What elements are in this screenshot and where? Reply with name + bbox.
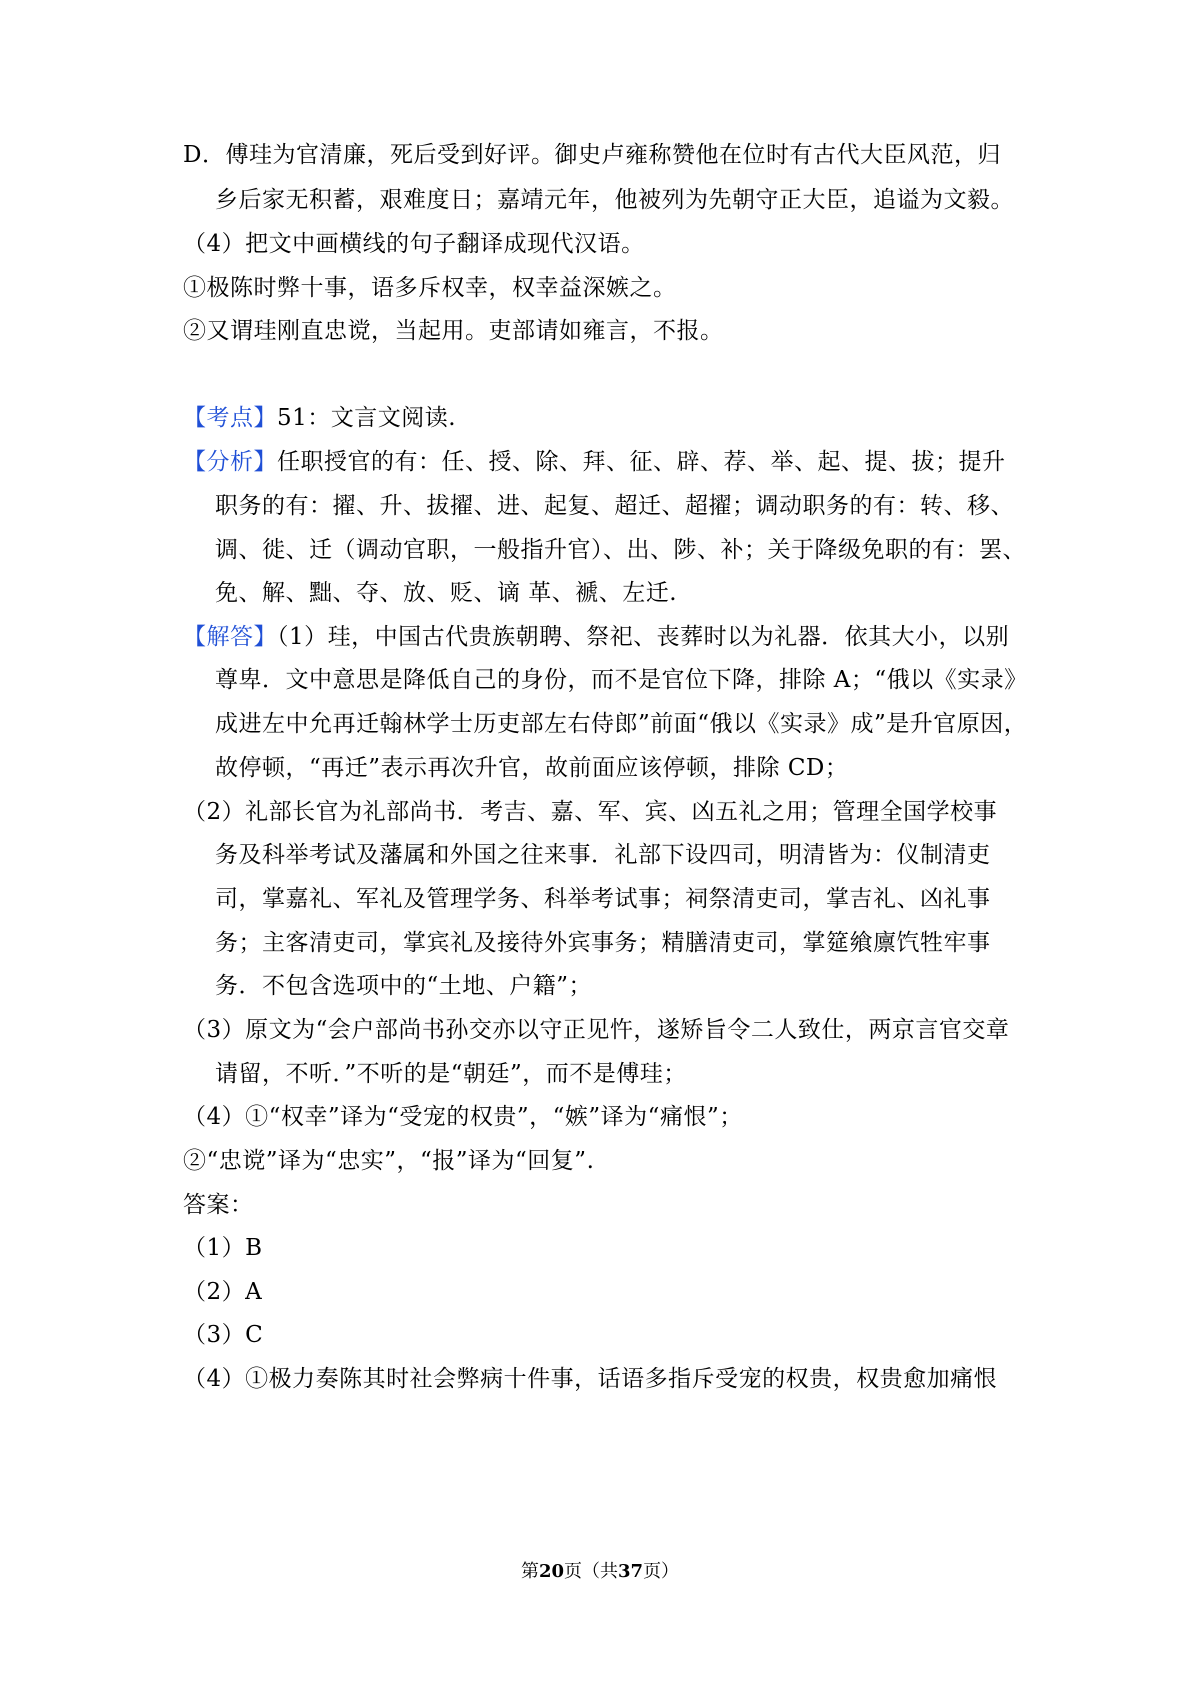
footer-mid: 页（共 bbox=[564, 1561, 618, 1582]
footer-suffix: 页） bbox=[643, 1561, 680, 1582]
question-4-sentence-1: ①极陈时弊十事，语多斥权幸，权幸益深嫉之。 bbox=[183, 275, 677, 301]
answer-3: （3）C bbox=[183, 1322, 264, 1348]
question-4-prompt: （4）把文中画横线的句子翻译成现代汉语。 bbox=[183, 231, 645, 257]
jieda-p2-line-4: 务；主客清吏司，掌宾礼及接待外宾事务；精膳清吏司，掌筵飨廪饩牲牢事 bbox=[215, 930, 991, 956]
kaodian-text: 51：文言文阅读. bbox=[277, 405, 457, 431]
fenxi-line-4: 免、解、黜、夺、放、贬、谪 革、褫、左迁. bbox=[215, 580, 678, 606]
jieda-p3-line-2: 请留，不听．”不听的是“朝廷”，而不是傅珪； bbox=[215, 1061, 687, 1087]
jieda-section bbox=[183, 622, 1038, 652]
jieda-p3-line-1: （3）原文为“会户部尚书孙交亦以守正见忤，遂矫旨令二人致仕，两京言官交章 bbox=[183, 1017, 1010, 1043]
option-d-line-1: D．傅珪为官清廉，死后受到好评。御史卢雍称赞他在位时有古代大臣风范，归 bbox=[183, 142, 1001, 168]
answers-label: 答案： bbox=[183, 1192, 254, 1218]
jieda-p4-line-2: ②“忠谠”译为“忠实”，“报”译为“回复”. bbox=[183, 1148, 595, 1174]
jieda-p2-line-5: 务．不包含选项中的“土地、户籍”； bbox=[215, 973, 593, 999]
fenxi-line-2: 职务的有：擢、升、拔擢、进、起复、超迁、超擢；调动职务的有：转、移、 bbox=[215, 493, 1014, 519]
page-footer bbox=[0, 1560, 1200, 1584]
fenxi-line-1: 任职授官的有：任、授、除、拜、征、辟、荐、举、起、提、拔；提升 bbox=[277, 449, 1006, 475]
footer-page-number: 20 bbox=[538, 1561, 564, 1582]
kaodian-tag: 【考点】 bbox=[183, 405, 277, 431]
jieda-tag: 【解答】 bbox=[183, 624, 277, 650]
jieda-p1-line-4: 故停顿，“再迁”表示再次升官，故前面应该停顿，排除 CD； bbox=[215, 755, 849, 781]
fenxi-line-3: 调、徙、迁（调动官职，一般指升官）、出、陟、补；关于降级免职的有：罢、 bbox=[215, 537, 1026, 563]
fenxi-section bbox=[183, 447, 1038, 477]
jieda-p1-line-3: 成进左中允再迁翰林学士历吏部左右侍郎”前面“俄以《实录》成”是升官原因， bbox=[215, 711, 1028, 737]
kaodian-section bbox=[183, 403, 1038, 433]
jieda-p2-line-3: 司，掌嘉礼、军礼及管理学务、科举考试事；祠祭清吏司，掌吉礼、凶礼事 bbox=[215, 886, 991, 912]
jieda-p2-line-1: （2）礼部长官为礼部尚书．考吉、嘉、军、宾、凶五礼之用；管理全国学校事 bbox=[183, 799, 998, 825]
answer-1: （1）B bbox=[183, 1235, 263, 1261]
jieda-p4-line-1: （4）①“权幸”译为“受宠的权贵”，“嫉”译为“痛恨”； bbox=[183, 1104, 743, 1130]
footer-total-pages: 37 bbox=[618, 1561, 644, 1582]
answer-2: （2）A bbox=[183, 1279, 263, 1305]
option-d-line-2: 乡后家无积蓄，艰难度日；嘉靖元年，他被列为先朝守正大臣，追谥为文毅。 bbox=[215, 187, 1014, 213]
jieda-p2-line-2: 务及科举考试及藩属和外国之往来事．礼部下设四司，明清皆为：仪制清吏 bbox=[215, 842, 991, 868]
jieda-p1-line-1: （1）珪，中国古代贵族朝聘、祭祀、丧葬时以为礼器．依其大小，以别 bbox=[277, 624, 1010, 650]
answer-4: （4）①极力奏陈其时社会弊病十件事，话语多指斥受宠的权贵，权贵愈加痛恨 bbox=[183, 1366, 998, 1392]
question-4-sentence-2: ②又谓珪刚直忠谠，当起用。吏部请如雍言，不报。 bbox=[183, 318, 724, 344]
jieda-p1-line-2: 尊卑．文中意思是降低自己的身份，而不是官位下降，排除 A；“俄以《实录》 bbox=[215, 667, 1028, 693]
fenxi-tag: 【分析】 bbox=[183, 449, 277, 475]
footer-prefix: 第 bbox=[520, 1561, 539, 1582]
